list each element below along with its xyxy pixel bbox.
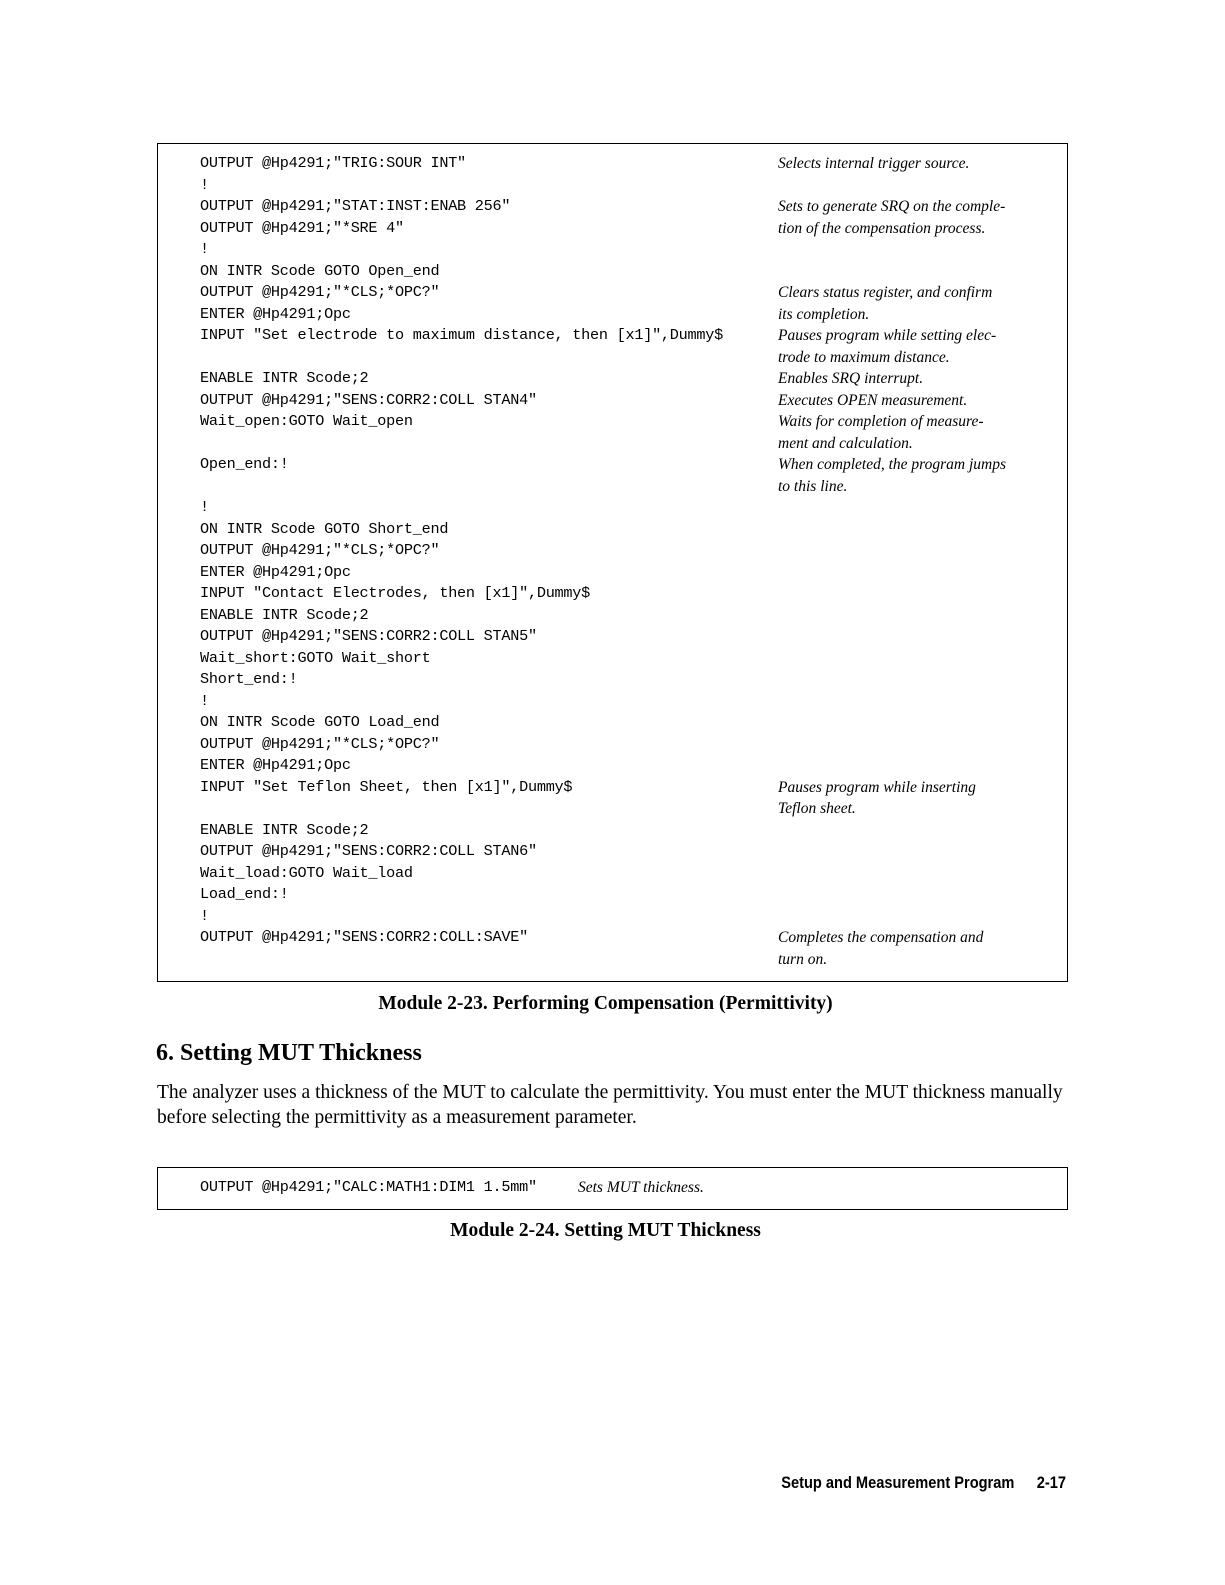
code-line: ! xyxy=(200,240,209,258)
code-comment: tion of the compensation process. xyxy=(778,219,986,237)
footer-title: Setup and Measurement Program xyxy=(781,1473,1015,1492)
section-heading: 6. Setting MUT Thickness xyxy=(156,1040,422,1066)
section-paragraph: The analyzer uses a thickness of the MUT to calculate the permittivity. You must enter the MUT thickness manually before selecting the permittivity as a measurement parameter. xyxy=(157,1082,1063,1128)
code-line: OUTPUT @Hp4291;"SENS:CORR2:COLL STAN6" xyxy=(200,842,537,860)
code-line: ! xyxy=(200,691,209,710)
code-comment: Selects internal trigger source. xyxy=(778,155,970,172)
code-line: ON INTR Scode GOTO Load_end xyxy=(200,713,440,731)
code-comment: Waits for completion of measure- xyxy=(778,413,984,430)
code-line: Open_end:! xyxy=(200,455,289,473)
code-comment: When completed, the program jumps xyxy=(778,456,1007,473)
code-comment: Sets to generate SRQ on the comple- xyxy=(778,198,1006,215)
code-line: OUTPUT @Hp4291;"*CLS;*OPC?" xyxy=(200,541,440,559)
code-line: Load_end:! xyxy=(200,885,289,903)
code-comment: Completes the compensation and xyxy=(778,929,984,946)
code-line: Short_end:! xyxy=(200,670,298,688)
code-line: OUTPUT @Hp4291;"TRIG:SOUR INT" xyxy=(200,154,466,172)
code-line: INPUT "Contact Electrodes, then [x1]",Dummy$ xyxy=(200,584,591,602)
page-footer xyxy=(751,1473,1066,1493)
code-line: ENABLE INTR Scode;2 xyxy=(200,820,369,839)
code-comment: trode to maximum distance. xyxy=(778,348,950,366)
code-comment: Pauses program while inserting xyxy=(778,778,976,796)
code-line: INPUT "Set Teflon Sheet, then [x1]",Dummy$ xyxy=(200,777,573,796)
code-line: ENABLE INTR Scode;2 xyxy=(200,369,369,387)
code-line: OUTPUT @Hp4291;"SENS:CORR2:COLL STAN5" xyxy=(200,627,537,645)
code-comment: Pauses program while setting elec- xyxy=(778,327,997,344)
code-comment: Executes OPEN measurement. xyxy=(778,391,968,409)
code-line: OUTPUT @Hp4291;"*SRE 4" xyxy=(200,218,404,237)
code-line: ON INTR Scode GOTO Open_end xyxy=(200,261,440,280)
code-comment: its completion. xyxy=(778,305,870,323)
code-listing-compensation xyxy=(157,143,1068,982)
code-comment: ment and calculation. xyxy=(778,434,913,452)
code-comment: turn on. xyxy=(778,950,828,968)
code-listing-thickness xyxy=(157,1167,1068,1210)
code-line: OUTPUT @Hp4291;"*CLS;*OPC?" xyxy=(200,283,440,301)
code-line: ! xyxy=(200,175,209,194)
code-line: Wait_short:GOTO Wait_short xyxy=(200,648,431,667)
module-caption-2-24: Module 2-24. Setting MUT Thickness xyxy=(450,1220,761,1241)
code-line: OUTPUT @Hp4291;"SENS:CORR2:COLL:SAVE" xyxy=(200,928,528,946)
code-comment: Sets MUT thickness. xyxy=(578,1179,704,1196)
code-line: INPUT "Set electrode to maximum distance, then [x1]",Dummy$ xyxy=(200,326,723,344)
code-line: OUTPUT @Hp4291;"STAT:INST:ENAB 256" xyxy=(200,197,511,215)
code-line: Wait_open:GOTO Wait_open xyxy=(200,412,413,430)
code-line: ENTER @Hp4291;Opc xyxy=(200,562,351,581)
code-line: ON INTR Scode GOTO Short_end xyxy=(200,519,449,538)
code-line: ! xyxy=(200,498,209,516)
code-line: ! xyxy=(200,906,209,925)
code-line: Wait_load:GOTO Wait_load xyxy=(200,863,413,882)
code-comment: Teflon sheet. xyxy=(778,800,856,817)
code-comment: to this line. xyxy=(778,477,848,495)
code-line: ENABLE INTR Scode;2 xyxy=(200,605,369,624)
page-number: 2-17 xyxy=(1036,1473,1066,1492)
module-caption-2-23: Module 2-23. Performing Compensation (Permittivity) xyxy=(378,993,833,1014)
code-line: OUTPUT @Hp4291;"SENS:CORR2:COLL STAN4" xyxy=(200,390,537,409)
code-line: ENTER @Hp4291;Opc xyxy=(200,756,351,774)
code-comment: Clears status register, and confirm xyxy=(778,284,993,301)
code-line: OUTPUT @Hp4291;"*CLS;*OPC?" xyxy=(200,734,440,753)
code-line: ENTER @Hp4291;Opc xyxy=(200,304,351,323)
code-comment: Enables SRQ interrupt. xyxy=(778,370,924,387)
code-line: OUTPUT @Hp4291;"CALC:MATH1:DIM1 1.5mm" xyxy=(200,1178,537,1196)
